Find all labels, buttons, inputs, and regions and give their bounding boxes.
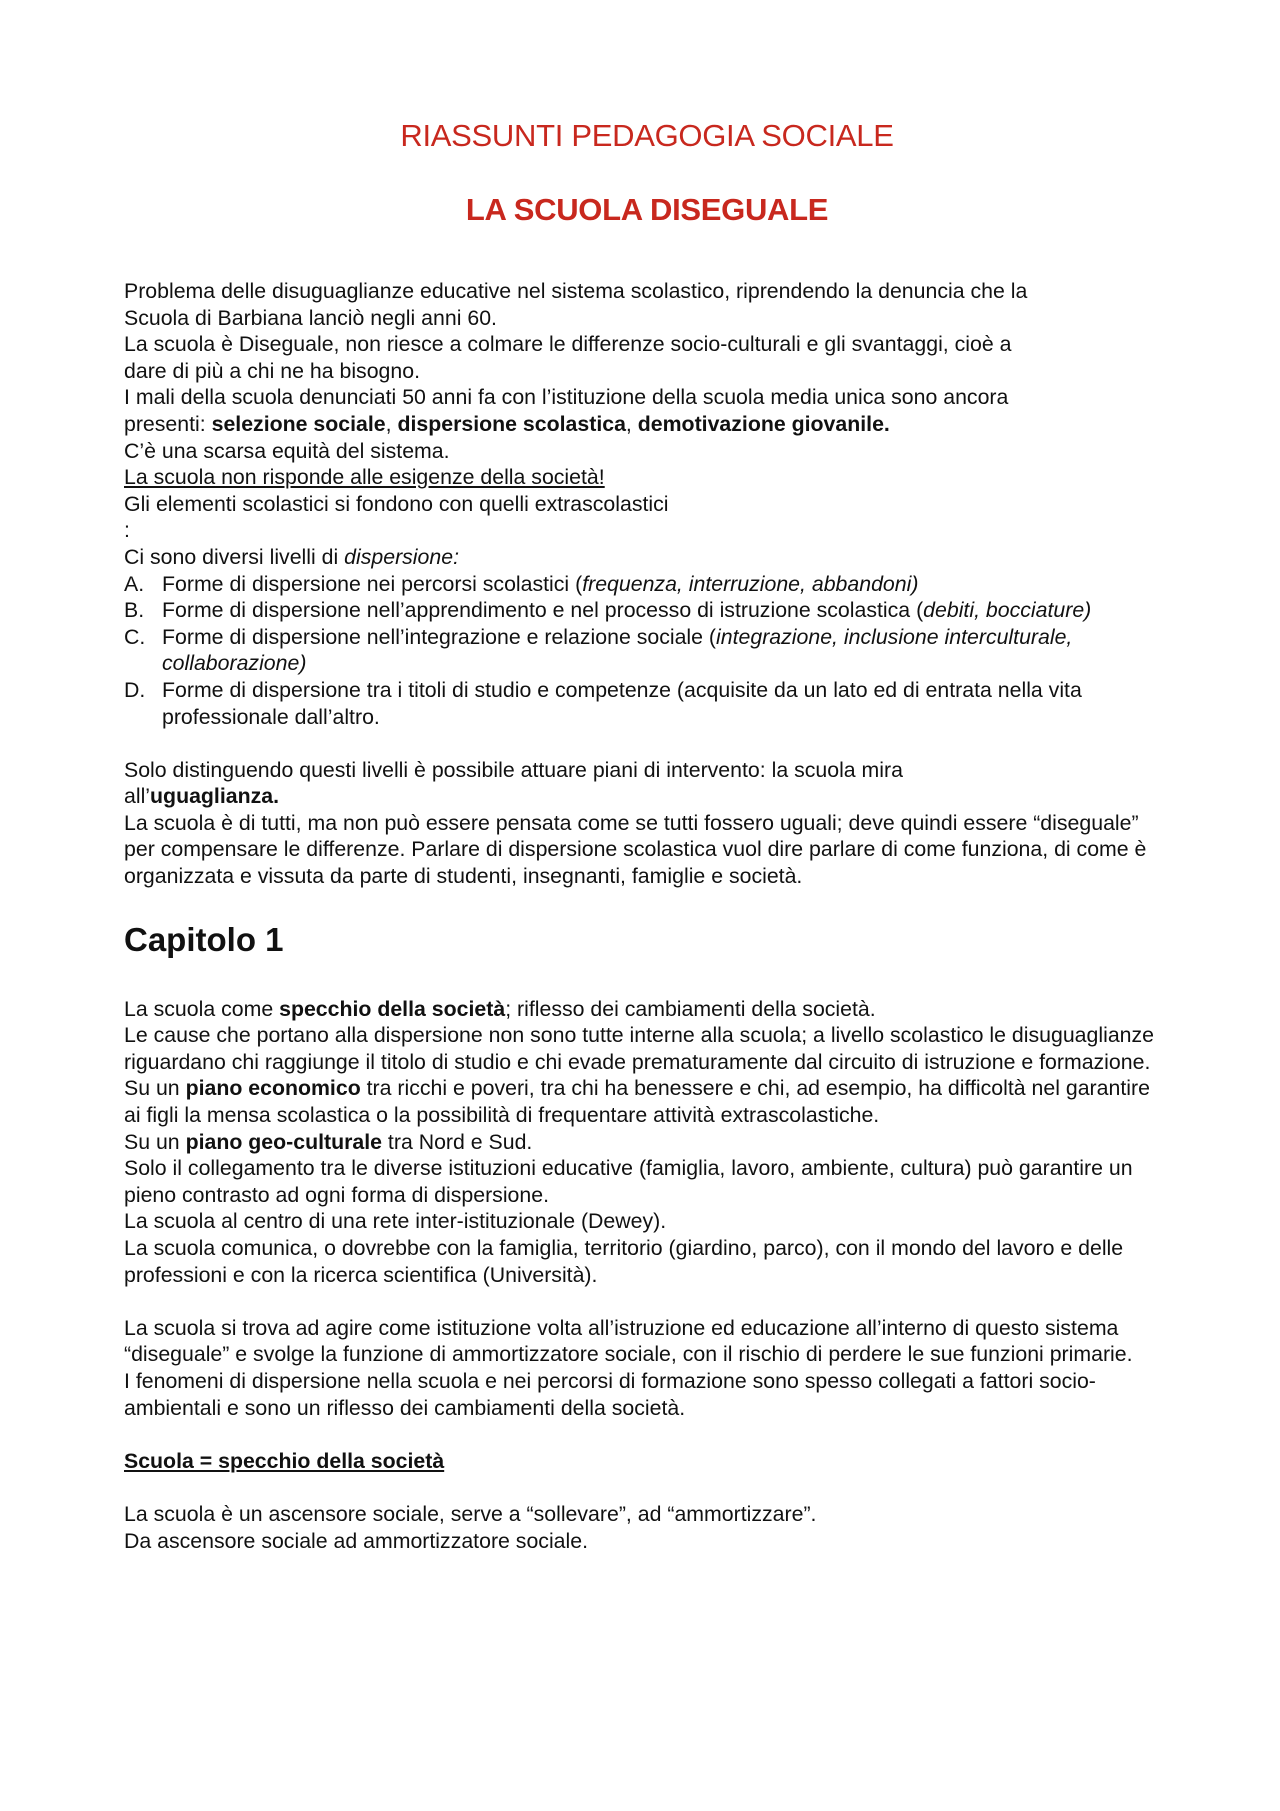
bold-term: dispersione scolastica <box>397 411 626 436</box>
item-text: Forme di dispersione nei percorsi scolastici ( <box>162 571 583 596</box>
italic-term: dispersione: <box>344 544 459 569</box>
chapter-1-body <box>124 996 1170 1289</box>
paragraph-text: Su un <box>124 1076 186 1101</box>
intro-line: Problema delle disuguaglianze educative nel sistema scolastico, riprendendo la denuncia che la <box>124 279 1028 303</box>
list-item <box>124 677 1170 730</box>
italic-term: debiti, bocciature) <box>923 598 1092 623</box>
bold-term: specchio della società <box>279 996 506 1021</box>
list-marker: A. <box>124 571 145 596</box>
document-title: RIASSUNTI PEDAGOGIA SOCIALE <box>400 118 894 153</box>
paragraph-line <box>124 1129 1170 1156</box>
list-item-text <box>162 624 1170 677</box>
paragraph: I fenomeni di dispersione nella scuola e nei percorsi di formazione sono spesso collegati a fattori socio-ambientali e sono un riflesso dei cambiamenti della società. <box>124 1368 1096 1420</box>
intro-text: Ci sono diversi livelli di <box>124 544 345 569</box>
paragraph-text: Su un <box>124 1129 186 1154</box>
bold-term: uguaglianza. <box>150 784 280 809</box>
underlined-statement: La scuola non risponde alle esigenze della società! <box>124 465 605 490</box>
paragraph-text: ; riflesso dei cambiamenti della società. <box>505 996 876 1021</box>
chapter-1-paragraph-2 <box>124 1315 1170 1421</box>
intro-text: presenti: <box>124 411 212 436</box>
section-heading: Scuola = specchio della società <box>124 1448 445 1473</box>
paragraph: Le cause che portano alla dispersione non sono tutte interne alla scuola; a livello scolastico le disuguaglianze riguardano chi raggiunge il titolo di studio e chi evade prematuramente dal circuito di istruzione e formazione. <box>124 1023 1155 1074</box>
intro-line: dare di più a chi ne ha bisogno. <box>124 358 421 383</box>
list-marker: C. <box>124 624 146 649</box>
paragraph-text: tra ricchi e poveri, tra chi ha benessere e chi, ad esempio, ha difficoltà nel garantire ai figli la mensa scolastica o la possibilità di frequentare attività extrascolastiche. <box>124 1076 1150 1128</box>
intro-line <box>124 544 1170 571</box>
list-item-text <box>162 597 1170 624</box>
paragraph <box>124 1075 1170 1128</box>
paragraph-line: La scuola è un ascensore sociale, serve a “sollevare”, ad “ammortizzare”. <box>124 1501 817 1526</box>
chapter-1-paragraph-3 <box>124 1501 1170 1554</box>
paragraph-text: all’ <box>124 784 151 809</box>
list-item-text: Forme di dispersione tra i titoli di studio e competenze (acquisite da un lato ed di entrata nella vita professionale dall’altro. <box>162 677 1082 729</box>
list-item <box>124 571 1170 598</box>
paragraph-line: Da ascensore sociale ad ammortizzatore sociale. <box>124 1528 589 1553</box>
intro-line: Gli elementi scolastici si fondono con quelli extrascolastici <box>124 491 669 516</box>
item-text: Forme di dispersione nell’integrazione e relazione sociale ( <box>162 624 717 649</box>
paragraph: La scuola si trova ad agire come istituzione volta all’istruzione ed educazione all’interno di questo sistema “diseguale” e svolge la funzione di ammortizzatore sociale, con il rischio di perdere le sue funzioni primarie. <box>124 1315 1133 1367</box>
intro-line: La scuola è Diseguale, non riesce a colmare le differenze socio-culturali e gli svantaggi, cioè a <box>124 332 1012 357</box>
intro-text: , <box>625 411 638 436</box>
bold-term: demotivazione giovanile <box>637 411 884 436</box>
bold-term: piano geo-culturale <box>185 1129 383 1154</box>
spacer <box>124 1421 1170 1448</box>
intro-line: : <box>124 518 130 543</box>
list-marker: B. <box>124 598 145 623</box>
list-item <box>124 624 1170 677</box>
paragraph-text: tra Nord e Sud. <box>382 1129 533 1154</box>
list-marker: D. <box>124 677 146 702</box>
italic-term: frequenza, interruzione, abbandoni) <box>582 571 919 596</box>
paragraph-text: La scuola come <box>124 996 280 1021</box>
after-levels-section <box>124 757 1170 890</box>
paragraph-line: La scuola al centro di una rete inter-istituzionale (Dewey). <box>124 1209 667 1234</box>
chapter-title: Capitolo 1 <box>124 920 284 958</box>
paragraph-line <box>124 783 1170 810</box>
intro-line: I mali della scuola denunciati 50 anni fa con l’istituzione della scuola media unica sono ancora <box>124 385 1009 410</box>
list-item <box>124 597 1170 624</box>
bold-term: selezione sociale <box>211 411 386 436</box>
paragraph: La scuola comunica, o dovrebbe con la famiglia, territorio (giardino, parco), con il mondo del lavoro e delle professioni e con la ricerca scientifica (Università). <box>124 1236 1124 1287</box>
intro-line: C’è una scarsa equità del sistema. <box>124 438 450 463</box>
paragraph-line: Solo distinguendo questi livelli è possibile attuare piani di intervento: la scuola mira <box>124 757 903 782</box>
bold-term: . <box>883 411 890 436</box>
spacer <box>124 1474 1170 1501</box>
intro-line <box>124 411 1170 438</box>
intro-line: Scuola di Barbiana lanciò negli anni 60. <box>124 305 497 330</box>
intro-section <box>124 278 1170 571</box>
paragraph-line <box>124 996 1170 1023</box>
item-text: Forme di dispersione nell’apprendimento e nel processo di istruzione scolastica ( <box>162 598 924 623</box>
document-subtitle: LA SCUOLA DISEGUALE <box>465 192 829 227</box>
spacer <box>124 1288 1170 1315</box>
bold-term: piano economico <box>185 1076 361 1101</box>
spacer <box>124 730 1170 757</box>
list-item-text <box>162 571 1170 598</box>
paragraph: La scuola è di tutti, ma non può essere pensata come se tutti fossero uguali; deve quindi essere “diseguale” per compensare le differenze. Parlare di dispersione scolastica vuol dire parlare di come funziona, di come è organizzata e vissuta da parte di studenti, insegnanti, famiglie e società. <box>124 810 1147 889</box>
intro-text: , <box>385 411 398 436</box>
italic-term: integrazione, inclusione interculturale, collaborazione) <box>162 624 1073 676</box>
paragraph: Solo il collegamento tra le diverse istituzioni educative (famiglia, lavoro, ambiente, cultura) può garantire un pieno contrasto ad ogni forma di dispersione. <box>124 1156 1133 1207</box>
dispersion-levels-list <box>124 571 1170 731</box>
